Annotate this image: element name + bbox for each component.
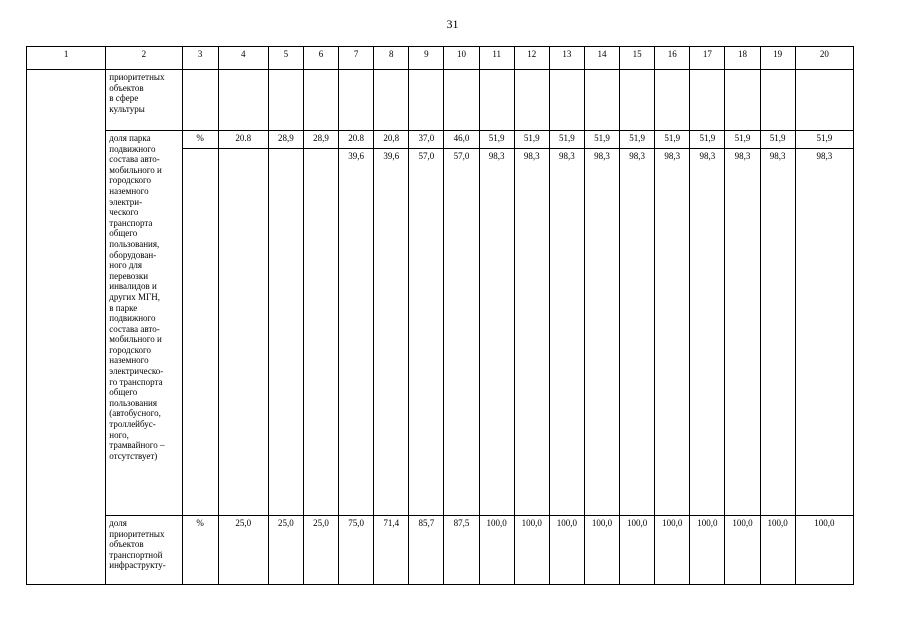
value-cell: 51,9 [620, 131, 655, 149]
empty-cell [690, 70, 725, 131]
column-header: 16 [655, 47, 690, 70]
indicator-description: доля приоритетных объектов транспортной инфраструкту- [106, 516, 182, 585]
empty-cell [549, 70, 584, 131]
indicator-description: приоритетных объектов в сфере культуры [106, 70, 182, 131]
value-cell: 28,9 [268, 131, 303, 149]
empty-cell [444, 70, 479, 131]
column-header: 1 [27, 47, 106, 70]
table-row [27, 131, 854, 149]
value-cell: 51,9 [690, 131, 725, 149]
empty-cell [655, 70, 690, 131]
value-cell: 100,0 [795, 516, 853, 585]
value-cell: 98,3 [690, 149, 725, 516]
value-cell: 46,0 [444, 131, 479, 149]
value-cell: 98,3 [620, 149, 655, 516]
empty-cell [795, 70, 853, 131]
column-header: 17 [690, 47, 725, 70]
value-cell: 20.8 [218, 131, 268, 149]
column-header: 2 [106, 47, 182, 70]
value-cell: 85,7 [409, 516, 444, 585]
value-cell: 87,5 [444, 516, 479, 585]
value-cell: 28,9 [303, 131, 338, 149]
empty-cell [182, 70, 218, 131]
empty-cell [725, 70, 760, 131]
value-cell: 20.8 [339, 131, 374, 149]
empty-cell [760, 70, 795, 131]
table-row [27, 70, 854, 131]
column-header: 20 [795, 47, 853, 70]
column-header: 3 [182, 47, 218, 70]
column-header: 9 [409, 47, 444, 70]
empty-cell [409, 70, 444, 131]
value-cell: 100,0 [655, 516, 690, 585]
value-cell: 39,6 [374, 149, 409, 516]
column-header: 4 [218, 47, 268, 70]
empty-cell [339, 70, 374, 131]
value-cell: 100,0 [760, 516, 795, 585]
column-header: 18 [725, 47, 760, 70]
value-cell: 98,3 [479, 149, 514, 516]
column-header: 5 [268, 47, 303, 70]
indicator-description: доля парка подвижного состава авто- мобильного и городского наземного электри- ческого транспорта общего пользования, оборудован- ного для перевозки инвалидов и других МГН, в парке подвижного состава авто- мобильного и городского наземного электрическо- го транспорта общего пользования (автобусного, троллейбус- ного, трамвайного – отсутствует) [106, 131, 182, 516]
empty-cell [479, 70, 514, 131]
empty-cell [303, 149, 338, 516]
column-header: 15 [620, 47, 655, 70]
value-cell: 57,0 [409, 149, 444, 516]
column-header: 12 [514, 47, 549, 70]
value-cell: 20,8 [374, 131, 409, 149]
value-cell: 25,0 [303, 516, 338, 585]
value-cell: 57,0 [444, 149, 479, 516]
column-header: 7 [339, 47, 374, 70]
value-cell: 51,9 [725, 131, 760, 149]
column-header: 11 [479, 47, 514, 70]
column-header: 13 [549, 47, 584, 70]
empty-cell [514, 70, 549, 131]
value-cell: 25,0 [268, 516, 303, 585]
indicator-table [26, 46, 854, 585]
column-header: 8 [374, 47, 409, 70]
column-header: 6 [303, 47, 338, 70]
value-cell: 25,0 [218, 516, 268, 585]
empty-cell [374, 70, 409, 131]
value-cell: 100,0 [549, 516, 584, 585]
header-row [27, 47, 854, 70]
empty-cell [182, 149, 218, 516]
empty-cell [620, 70, 655, 131]
value-cell: 100,0 [584, 516, 619, 585]
empty-cell [584, 70, 619, 131]
table-row [27, 516, 854, 585]
value-cell: 39,6 [339, 149, 374, 516]
value-cell: 51,9 [479, 131, 514, 149]
value-cell: 100,0 [620, 516, 655, 585]
empty-cell [218, 149, 268, 516]
value-cell: 75,0 [339, 516, 374, 585]
value-cell: 98,3 [584, 149, 619, 516]
empty-cell [218, 70, 268, 131]
value-cell: 51,9 [549, 131, 584, 149]
value-cell: 98,3 [725, 149, 760, 516]
column-header: 14 [584, 47, 619, 70]
page-number: 31 [446, 17, 459, 31]
column-header: 19 [760, 47, 795, 70]
empty-cell [268, 149, 303, 516]
value-cell: 71,4 [374, 516, 409, 585]
value-cell: 51,9 [795, 131, 853, 149]
value-cell: 51,9 [514, 131, 549, 149]
empty-cell [303, 70, 338, 131]
value-cell: 98,3 [514, 149, 549, 516]
empty-cell [268, 70, 303, 131]
value-cell: 98,3 [760, 149, 795, 516]
value-cell: 37,0 [409, 131, 444, 149]
unit-cell: % [182, 516, 218, 585]
row-group-cell [27, 70, 106, 585]
value-cell: 51,9 [584, 131, 619, 149]
unit-cell: % [182, 131, 218, 149]
value-cell: 51,9 [760, 131, 795, 149]
value-cell: 100,0 [514, 516, 549, 585]
value-cell: 51,9 [655, 131, 690, 149]
value-cell: 98,3 [549, 149, 584, 516]
value-cell: 98,3 [655, 149, 690, 516]
value-cell: 100,0 [725, 516, 760, 585]
value-cell: 100,0 [690, 516, 725, 585]
column-header: 10 [444, 47, 479, 70]
value-cell: 100,0 [479, 516, 514, 585]
value-cell: 98,3 [795, 149, 853, 516]
